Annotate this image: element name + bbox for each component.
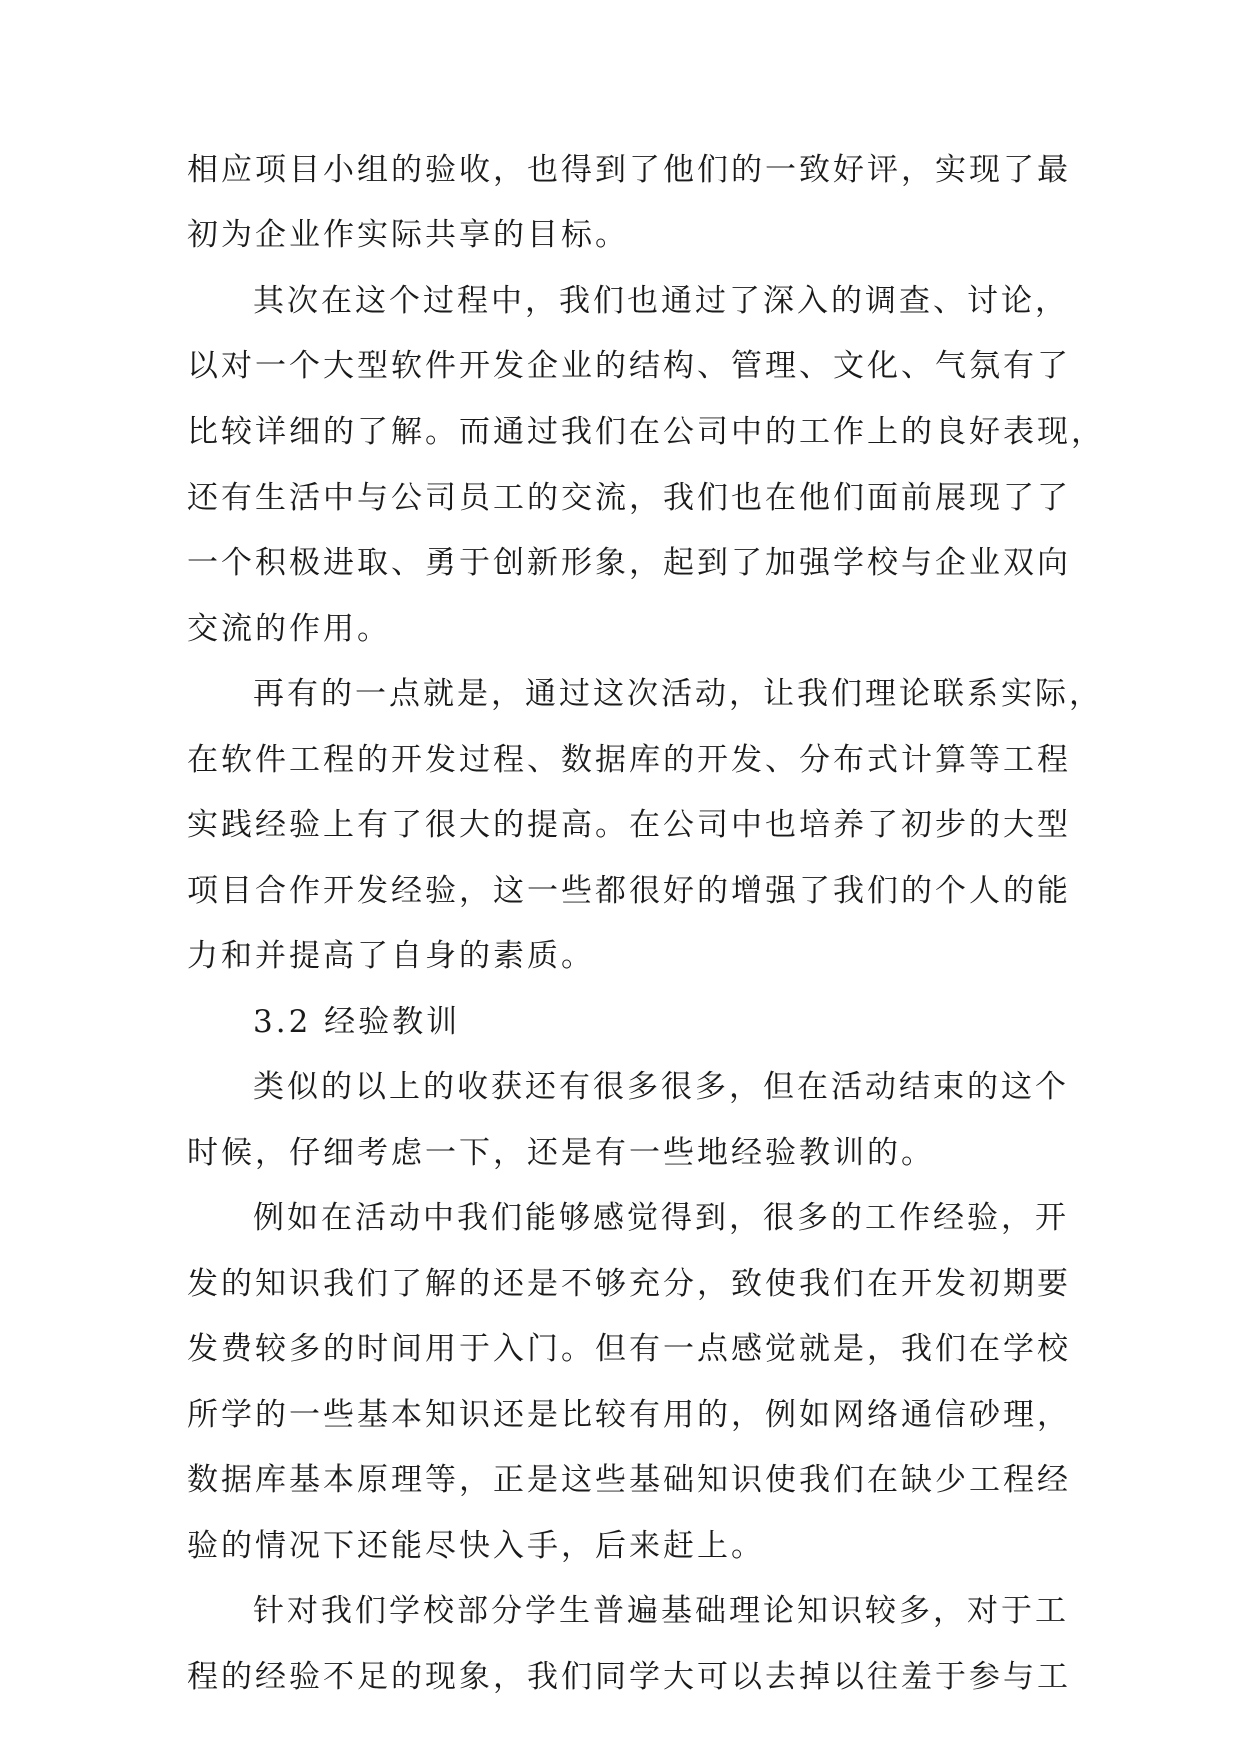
text-line: 发费较多的时间用于入门。但有一点感觉就是，我们在学校 (187, 1331, 1071, 1367)
text-line: 发的知识我们了解的还是不够充分，致使我们在开发初期要 (187, 1266, 1071, 1302)
section-heading: 3.2 经验教训 (253, 1004, 461, 1040)
text-line: 类似的以上的收获还有很多很多，但在活动结束的这个 (253, 1069, 1069, 1105)
text-line: 例如在活动中我们能够感觉得到，很多的工作经验，开 (253, 1200, 1069, 1236)
text-line: 一个积极进取、勇于创新形象，起到了加强学校与企业双向 (187, 545, 1071, 581)
text-line: 还有生活中与公司员工的交流，我们也在他们面前展现了了 (187, 480, 1071, 516)
text-line: 验的情况下还能尽快入手，后来赶上。 (187, 1528, 765, 1564)
text-line: 时候，仔细考虑一下，还是有一些地经验教训的。 (187, 1135, 935, 1171)
text-line: 在软件工程的开发过程、数据库的开发、分布式计算等工程 (187, 742, 1071, 778)
text-line: 初为企业作实际共享的目标。 (187, 217, 629, 253)
text-line: 再有的一点就是，通过这次活动，让我们理论联系实际， (253, 676, 1103, 712)
text-line: 数据库基本原理等，正是这些基础知识使我们在缺少工程经 (187, 1462, 1071, 1498)
text-line: 其次在这个过程中，我们也通过了深入的调查、讨论， (253, 283, 1069, 319)
text-line: 针对我们学校部分学生普遍基础理论知识较多，对于工 (253, 1593, 1069, 1629)
text-line: 实践经验上有了很大的提高。在公司中也培养了初步的大型 (187, 807, 1071, 843)
text-line: 以对一个大型软件开发企业的结构、管理、文化、气氛有了 (187, 348, 1071, 384)
text-line: 所学的一些基本知识还是比较有用的，例如网络通信砂理， (187, 1397, 1071, 1433)
text-line: 交流的作用。 (187, 611, 391, 647)
text-line: 项目合作开发经验，这一些都很好的增强了我们的个人的能 (187, 873, 1071, 909)
text-line: 力和并提高了自身的素质。 (187, 938, 595, 974)
text-line: 比较详细的了解。而通过我们在公司中的工作上的良好表现， (187, 414, 1105, 450)
text-line: 相应项目小组的验收，也得到了他们的一致好评，实现了最 (187, 152, 1071, 188)
text-line: 程的经验不足的现象，我们同学大可以去掉以往羞于参与工 (187, 1659, 1071, 1695)
